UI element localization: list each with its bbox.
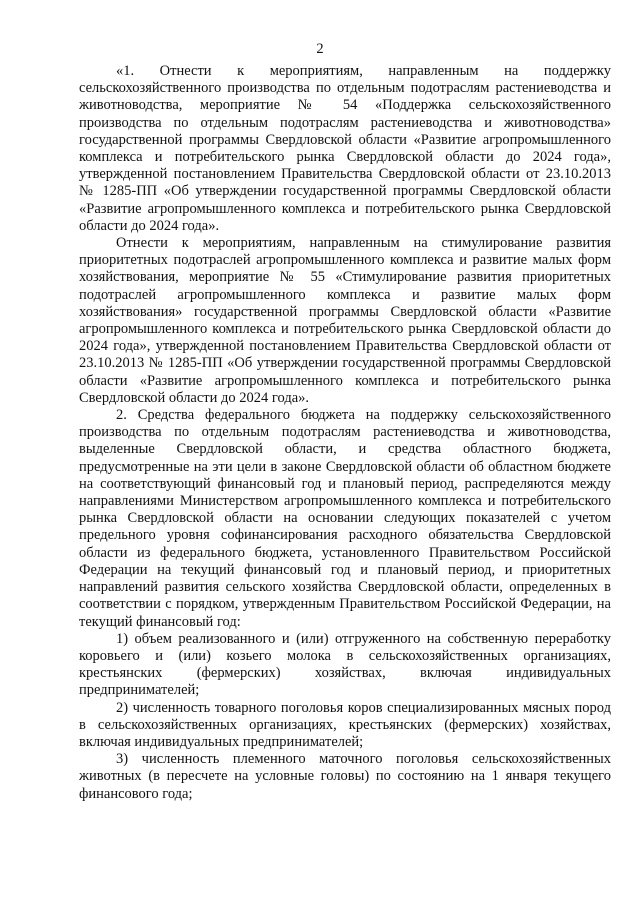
- paragraph-item-1: «1. Отнести к мероприятиям, направленным на поддержку сельскохозяйственного производства по отдельным подотраслям растениеводства и животноводства, мероприятие № 54 «Поддержка сельскохозяйственного производства по отдельным подотраслям растениеводства и животноводства» государственной программы Свердловской области «Развитие агропромышленного комплекса и потребительского рынка Свердловской области до 2024 года», утвержденной постановлением Правительства Свердловской области от 23.10.2013 № 1285-ПП «Об утверждении государственной программы Свердловской области «Развитие агропромышленного комплекса и потребительского рынка Свердловской области до 2024 года».: [79, 63, 611, 234]
- paragraph-item-2: 2. Средства федерального бюджета на поддержку сельскохозяйственного производства по отдельным подотраслям растениеводства и животноводства, выделенные Свердловской области, и средства областного бюджета, предусмотренные на эти цели в законе Свердловской области об областном бюджете на соответствующий финансовый год и плановый период, распределяются между направлениями Министерством агропромышленного комплекса и потребительского рынка Свердловской области на основании следующих показателей с учетом предельного уровня софинансирования расходного обязательства Свердловской области из федерального бюджета, установленного Правительством Российской Федерации на текущий финансовый год и плановый период, и приоритетных направлений развития сельского хозяйства Свердловской области, определенных в соответствии с порядком, утвержденным Правительством Российской Федерации, на текущий финансовый год:: [79, 407, 611, 630]
- list-item-1: 1) объем реализованного и (или) отгруженного на собственную переработку коровьего и (или) козьего молока в сельскохозяйственных организациях, крестьянских (фермерских) хозяйствах, включая индивидуальных предпринимателей;: [79, 630, 611, 699]
- document-body: [79, 63, 611, 803]
- paragraph-item-1-second: Отнести к мероприятиям, направленным на стимулирование развития приоритетных подотраслей агропромышленного комплекса и развитие малых форм хозяйствования, мероприятие № 55 «Стимулирование развития приоритетных подотраслей агропромышленного комплекса и развитие малых форм хозяйствования» государственной программы Свердловской области «Развитие агропромышленного комплекса и потребительского рынка Свердловской области до 2024 года», утвержденной постановлением Правительства Свердловской области от 23.10.2013 № 1285-ПП «Об утверждении государственной программы Свердловской области «Развитие агропромышленного комплекса и потребительского рынка Свердловской области до 2024 года».: [79, 235, 611, 406]
- page-number: 2: [316, 41, 324, 57]
- list-item-2: 2) численность товарного поголовья коров специализированных мясных пород в сельскохозяйственных организациях, крестьянских (фермерских) хозяйствах, включая индивидуальных предпринимателей;: [79, 699, 611, 750]
- list-item-3: 3) численность племенного маточного поголовья сельскохозяйственных животных (в пересчете на условные головы) по состоянию на 1 января текущего финансового года;: [79, 751, 611, 802]
